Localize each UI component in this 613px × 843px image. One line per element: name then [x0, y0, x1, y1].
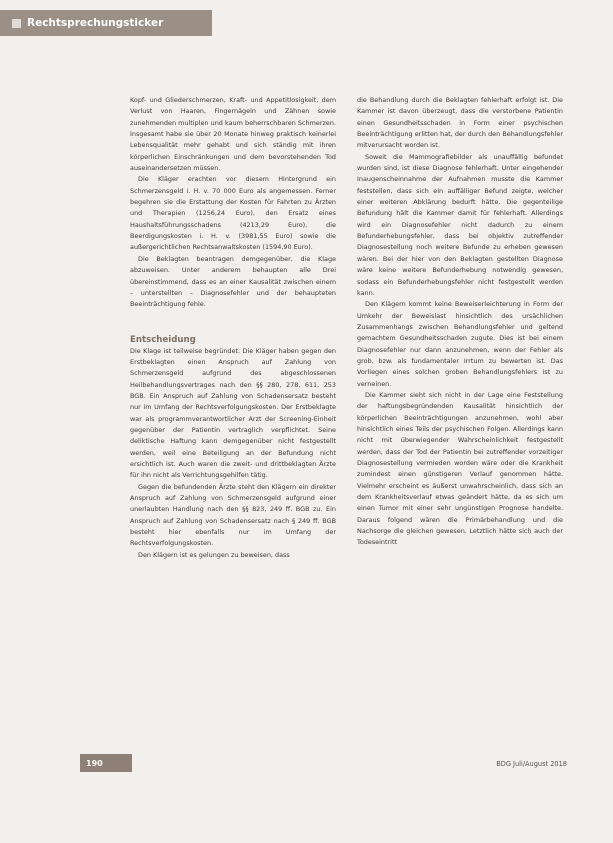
section-header [0, 10, 212, 36]
paragraph: Den Klägern kommt keine Beweiserleichterung in Form der Umkehr der Beweislast hinsichtlich des ursächlichen Zusammenhangs zwischen Behandlungsfehler und geltend gemachtem Gesundheitsschaden zugute. Dies ist bei einem Diagnosefehler nur dann anzunehmen, wenn der Fehler als grob, bzw. als fundamentaler Irrtum zu bewerten ist. Das Vorliegen eines solchen groben Behandlungsfehlers ist zu verneinen. [357, 300, 563, 388]
paragraph: Die Kammer sieht sich nicht in der Lage eine Feststellung der haftungsbegründenden Kausalität hinsichtlich der körperlichen Beeinträchtigungen anzunehmen, wohl aber hinsichtlich eines Teils der psychischen Folgen. Allerdings kann nicht mit überwiegender Wahrscheinlichkeit festgestellt werden, dass der Tod der Patientin bei zutreffender vorzeitiger Diagnosestellung vermieden worden wäre oder die Krankheit zumindest einen günstigeren Verlauf genommen hätte. Vielmehr erscheint es äußerst unwahrscheinlich, dass sich an dem Krankheitsverlauf etwas geändert hätte, da es sich um einen Tumor mit einer sehr ungünstigen Prognose handelte. Daraus folgend wären die Primärbehandlung und die Nachsorge die gleichen gewesen. Letztlich hätte sich auch der Todeseintritt [357, 390, 563, 547]
issue-label: BDG Juli/August 2018 [496, 760, 567, 768]
paragraph: Gegen die befundenden Ärzte steht den Klägern ein direkter Anspruch auf Zahlung von Schmerzensgeld aufgrund einer unerlaubten Handlung nach den §§ 823, 249 ff. BGB zu. Ein Anspruch auf Zahlung von Schadensersatz nach § 249 ff. BGB besteht hier ebenfalls nur im Umfang der Rechtsverfolgungskosten. [130, 482, 336, 548]
paragraph: die Behandlung durch die Beklagten fehlerhaft erfolgt ist. Die Kammer ist davon überzeugt, dass die verstorbene Patientin einen Gesundheitsschaden in Form einer psychischen Beeinträchtigung erlitten hat, der durch den Behandlungsfehler mitverursacht worden ist. [357, 96, 563, 150]
section-heading: Entscheidung [130, 334, 196, 345]
paragraph: Kopf- und Gliederschmerzen, Kraft- und Appetitlosigkeit, dem Verlust von Haaren, Fingernägeln und Zähnen sowie zunehmenden multiplen und kaum beherrschbaren Schmerzen. Insgesamt habe sie über 20 Monate hinweg praktisch keinerlei Lebensqualität mehr gehabt und sich ständig mit ihren körperlichen Einschränkungen und dem bevorstehenden Tod auseinandersetzen müssen. [130, 96, 336, 173]
section-title: Rechtsprechungsticker [27, 17, 164, 29]
paragraph: Soweit die Mammografiebilder als unauffällig befundet wurden sind, ist diese Diagnose fehlerhaft. Unter eingehender Inaugenscheinnahme der Aufnahmen musste die Kammer feststellen, dass sich ein auffälliger Befund zeigte, welcher einer weiteren Abklärung bedurft hätte. Die gegenteilige Befundung hält die Kammer damit für fehlerhaft. Allerdings wird ein Diagnosefehler nicht dadurch zu einem Befunderhebungsfehler, dass bei objektiv zutreffender Diagnosestellung noch weitere Befunde zu erheben gewesen wären. Bei der hier von den Beklagten gestellten Diagnose wäre keine weitere Befunderhebung notwendig gewesen, sodass ein Befunderhebungsfehler nicht festgestellt werden kann. [357, 152, 563, 297]
square-icon [12, 19, 21, 28]
paragraph: Die Kläger erachten vor diesem Hintergrund ein Schmerzensgeld i. H. v. 70 000 Euro als angemessen. Ferner begehren sie die Erstattung der Kosten für Fahrten zu Ärzten und Therapien (1256,24 Euro), den Ersatz eines Haushaltsführungsschadens (4213,29 Euro), die Beerdigungskosten i. H. v. (3981,55 Euro) sowie die außergerichtlichen Rechtsanwaltskosten (1594,90 Euro). [130, 175, 336, 252]
paragraph: Die Beklagten beantragen demgegenüber, die Klage abzuweisen. Unter anderem behaupten alle Drei übereinstimmend, dass es an einer Kausalität zwischen einem – unterstellten – Diagnosefehler und der behaupteten Beeinträchtigung fehle. [130, 254, 336, 309]
right-column [357, 95, 563, 549]
left-column [130, 95, 336, 561]
paragraph: Den Klägern ist es gelungen zu beweisen, dass [138, 550, 290, 559]
paragraph: Die Klage ist teilweise begründet. Die Kläger haben gegen den Erstbeklagten einen Anspruch auf Zahlung von Schmerzensgeld aufgrund des abgeschlossenen Heilbehandlungsvertrages nach den §§ 280, 278, 611, 253 BGB. Ein Anspruch auf Zahlung von Schadensersatz besteht nur im Umfang der Rechtsverfolgungskosten. Der Erstbeklagte war als programmverantwortlicher Arzt der Screening-Einheit gegenüber der Patientin vertraglich verpflichtet. Seine deliktische Haftung kann demgegenüber nicht festgestellt werden, weil eine Beteiligung an der Befundung nicht ersichtlich ist. Auch waren die zweit- und drittbeklagten Ärzte für ihn nicht als Verrichtungsgehilfen tätig. [130, 346, 336, 480]
page-number: 190 [80, 754, 132, 772]
